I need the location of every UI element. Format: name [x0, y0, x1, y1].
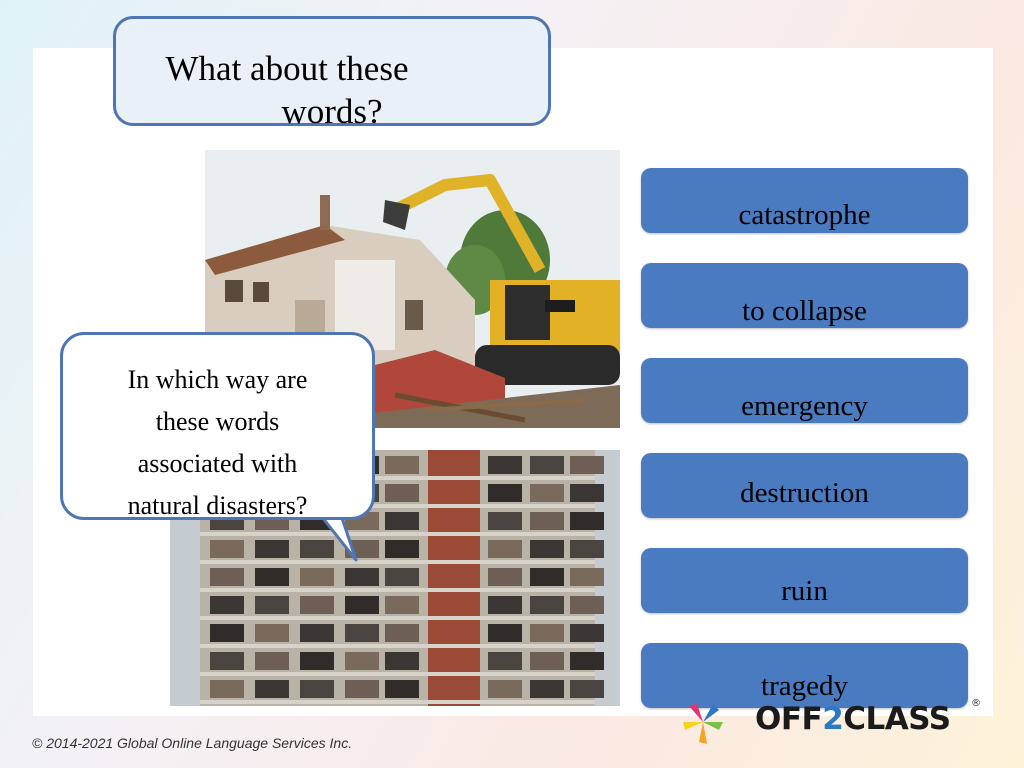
question-line-3: associated with	[137, 449, 298, 478]
logo-digit: 2	[822, 701, 844, 737]
word-card-ruin[interactable]	[641, 548, 968, 613]
flower-logo-icon	[683, 700, 723, 744]
logo-suffix: CLASS	[843, 701, 951, 737]
slide-title-line-1: What about these	[165, 49, 409, 88]
slide-title-line-2: words?	[281, 92, 383, 131]
copyright-notice: © 2014-2021 Global Online Language Services Inc.	[32, 735, 353, 751]
off2class-logo	[683, 696, 993, 746]
word-card-catastrophe[interactable]	[641, 168, 968, 233]
question-line-4: natural disasters?	[127, 491, 308, 520]
registered-mark: ®	[971, 698, 981, 709]
word-label: destruction	[740, 477, 869, 509]
word-label: to collapse	[742, 295, 867, 327]
word-label: ruin	[781, 575, 828, 607]
word-card-destruction[interactable]	[641, 453, 968, 518]
question-line-2: these words	[155, 407, 280, 436]
word-card-emergency[interactable]	[641, 358, 968, 423]
word-label: emergency	[741, 390, 868, 422]
word-label: catastrophe	[738, 199, 871, 231]
logo-wordmark	[755, 696, 951, 742]
word-label: tragedy	[761, 670, 848, 702]
question-line-1: In which way are	[127, 365, 308, 394]
word-card-to-collapse[interactable]	[641, 263, 968, 328]
question-bubble	[60, 332, 375, 520]
logo-prefix: OFF	[755, 701, 823, 737]
slide-title	[113, 16, 551, 131]
